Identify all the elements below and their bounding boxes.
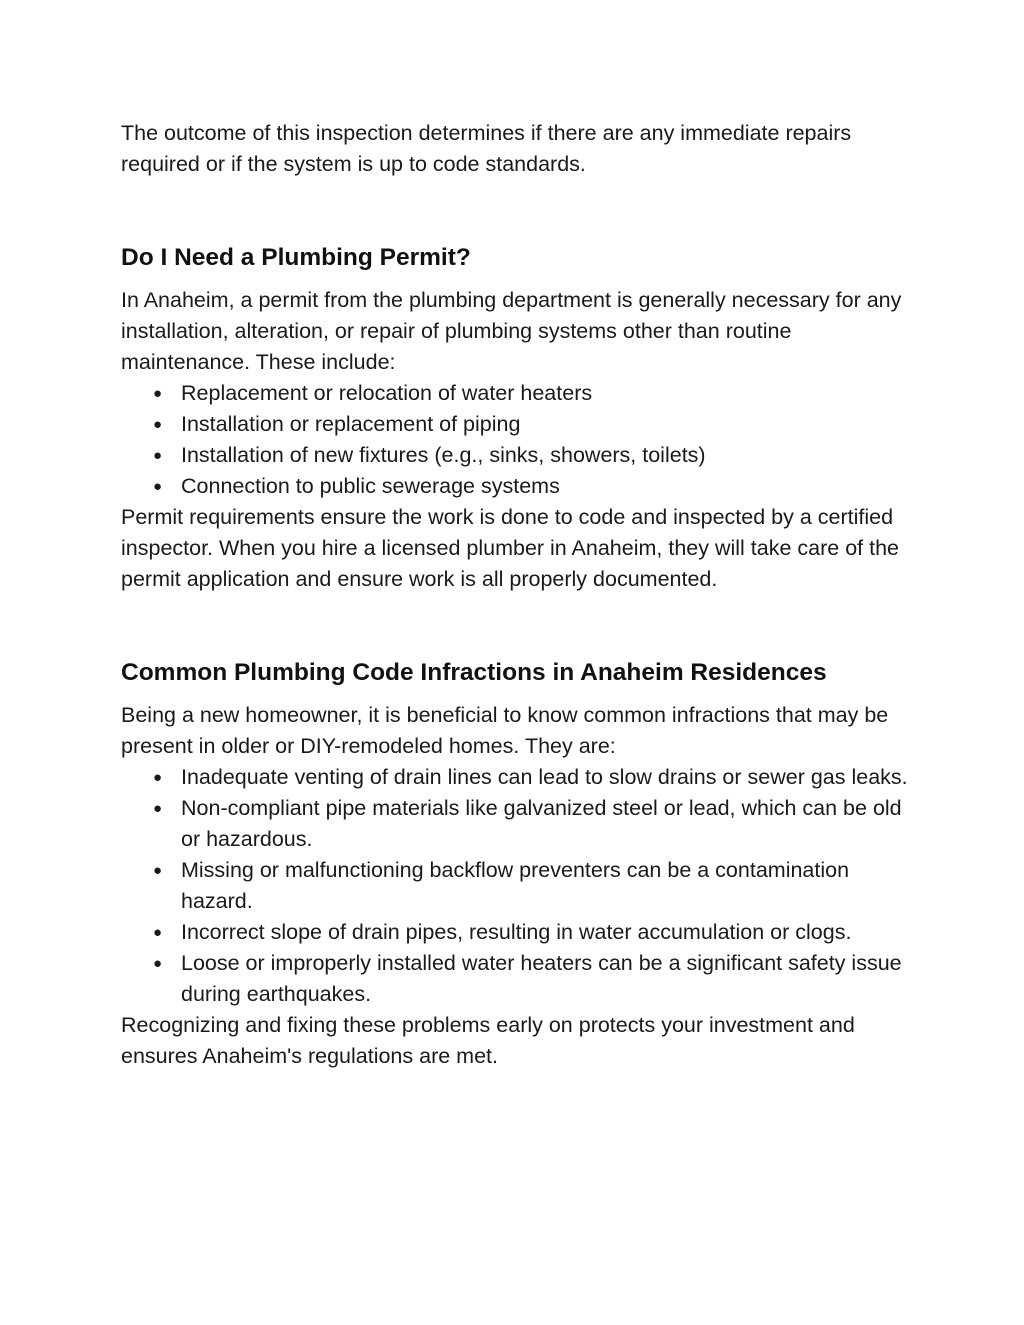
permit-list xyxy=(121,378,911,502)
list-item-text: Loose or improperly installed water heaters can be a significant safety issue during earthquakes. xyxy=(181,951,902,1006)
permit-section xyxy=(121,242,911,595)
permit-closing-paragraph: Permit requirements ensure the work is done to code and inspected by a certified inspector. When you hire a licensed plumber in Anaheim, they will take care of the permit application and ensure work is all properly documented. xyxy=(121,505,899,591)
list-item-text: Missing or malfunctioning backflow preventers can be a contamination hazard. xyxy=(181,858,850,913)
permit-paragraph: In Anaheim, a permit from the plumbing department is generally necessary for any installation, alteration, or repair of plumbing systems other than routine maintenance. These include: xyxy=(121,288,902,374)
infractions-list xyxy=(121,762,911,1010)
list-item-text: Installation of new fixtures (e.g., sinks, showers, toilets) xyxy=(181,443,706,467)
list-item xyxy=(121,440,911,471)
list-item xyxy=(121,855,911,917)
list-item-text: Inadequate venting of drain lines can lead to slow drains or sewer gas leaks. xyxy=(181,765,908,789)
infractions-section xyxy=(121,657,911,1072)
document-page xyxy=(121,118,911,1072)
list-item-text: Connection to public sewerage systems xyxy=(181,474,560,498)
list-item-text: Non-compliant pipe materials like galvanized steel or lead, which can be old or hazardous. xyxy=(181,796,902,851)
infractions-closing-paragraph: Recognizing and fixing these problems early on protects your investment and ensures Anaheim's regulations are met. xyxy=(121,1013,855,1068)
list-item-text: Installation or replacement of piping xyxy=(181,412,521,436)
bullet-icon: ● xyxy=(153,416,163,433)
list-item xyxy=(121,762,911,793)
infractions-paragraph: Being a new homeowner, it is beneficial to know common infractions that may be present in older or DIY-remodeled homes. They are: xyxy=(121,703,889,758)
list-item-text: Incorrect slope of drain pipes, resulting in water accumulation or clogs. xyxy=(181,920,852,944)
infractions-heading: Common Plumbing Code Infractions in Anaheim Residences xyxy=(121,659,827,686)
list-item xyxy=(121,471,911,502)
bullet-icon: ● xyxy=(153,478,163,495)
bullet-icon: ● xyxy=(153,769,163,786)
list-item-text: Replacement or relocation of water heaters xyxy=(181,381,593,405)
spacer xyxy=(121,595,911,657)
bullet-icon: ● xyxy=(153,924,163,941)
bullet-icon: ● xyxy=(153,447,163,464)
list-item xyxy=(121,378,911,409)
bullet-icon: ● xyxy=(153,800,163,817)
list-item xyxy=(121,409,911,440)
list-item xyxy=(121,793,911,855)
list-item xyxy=(121,948,911,1010)
bullet-icon: ● xyxy=(153,862,163,879)
permit-heading: Do I Need a Plumbing Permit? xyxy=(121,244,471,271)
bullet-icon: ● xyxy=(153,385,163,402)
bullet-icon: ● xyxy=(153,955,163,972)
list-item xyxy=(121,917,911,948)
intro-paragraph: The outcome of this inspection determines if there are any immediate repairs required or if the system is up to code standards. xyxy=(121,121,852,176)
spacer xyxy=(121,180,911,242)
